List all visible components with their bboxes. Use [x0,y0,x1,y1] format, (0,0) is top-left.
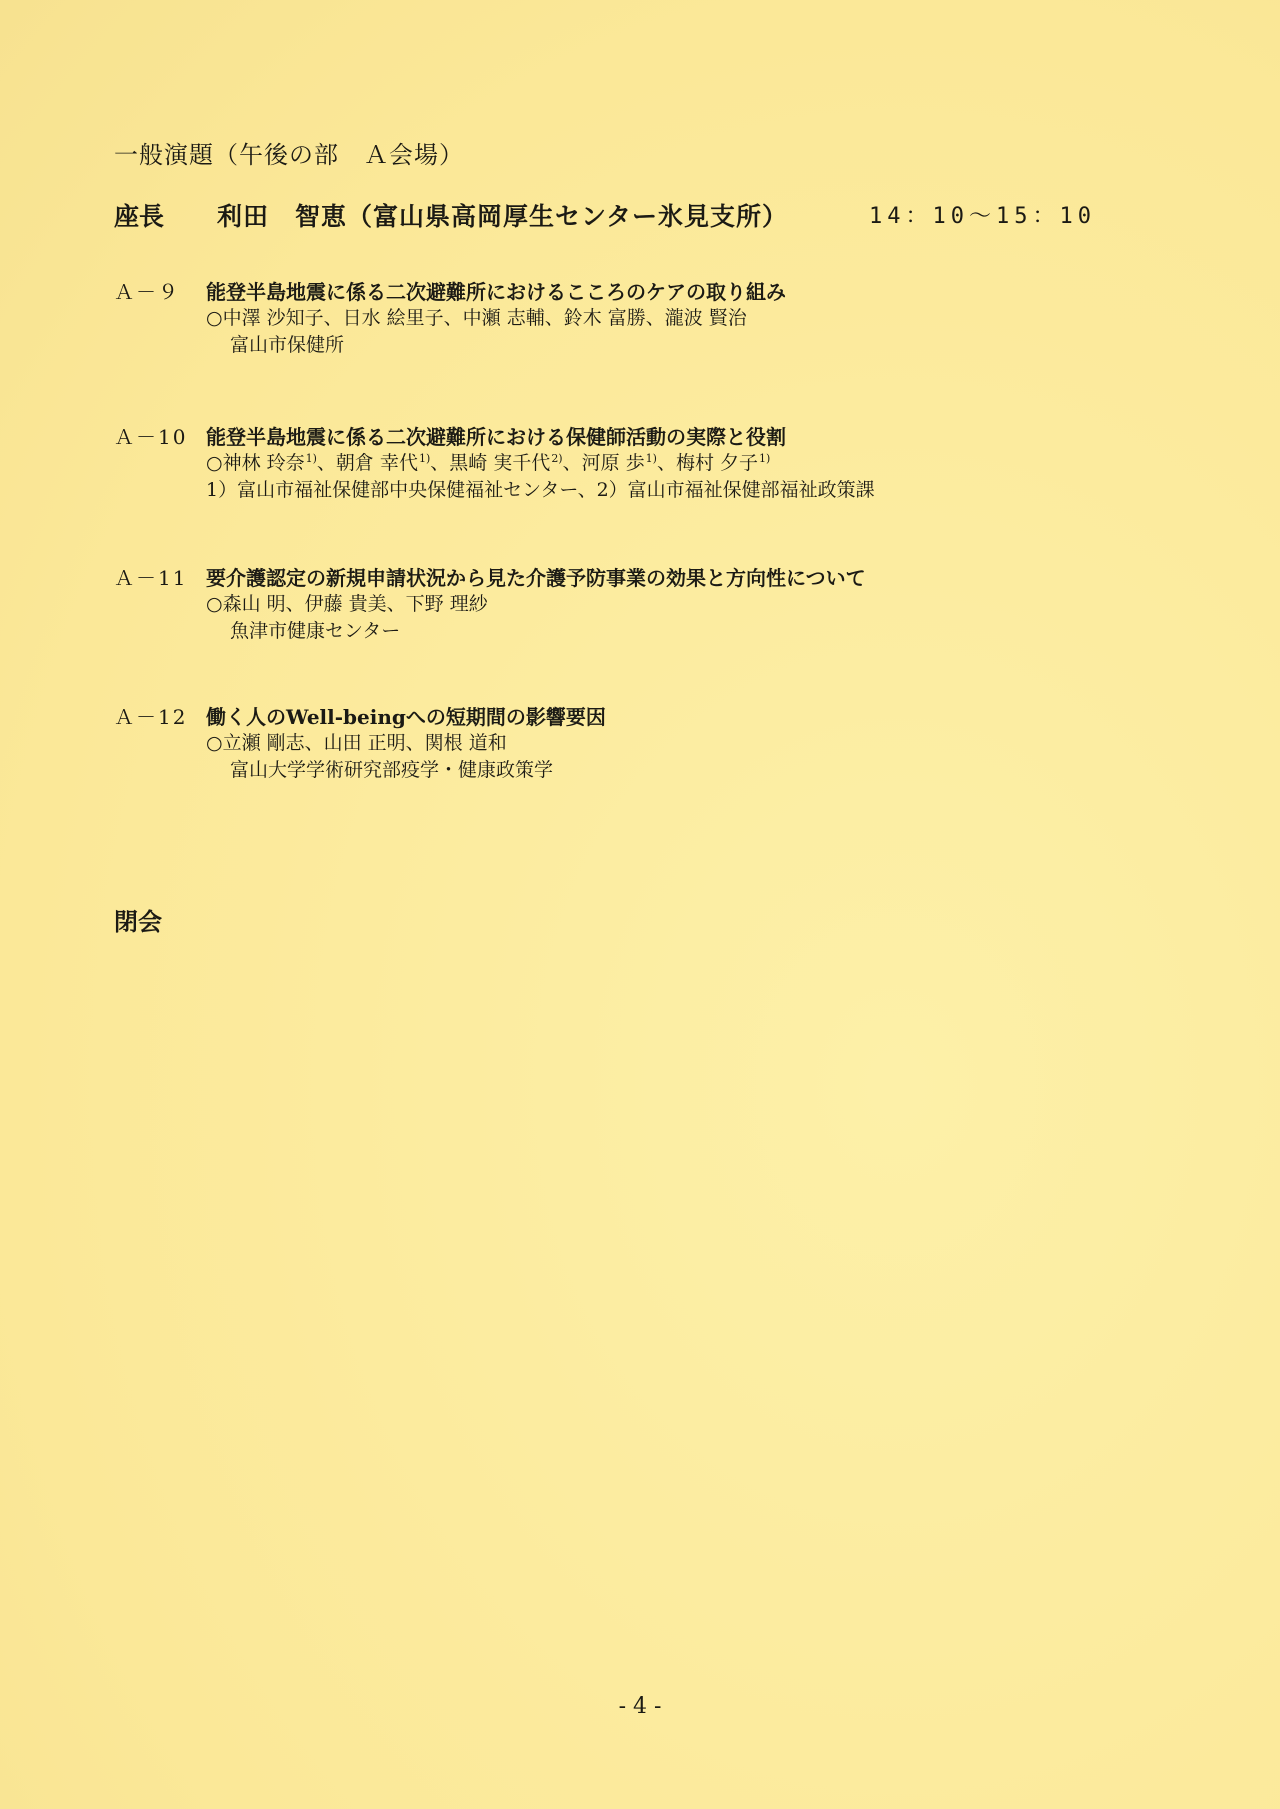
presentation-affiliation: 富山市保健所 [230,334,345,356]
chair-name: 利田 智恵（富山県高岡厚生センター氷見支所） [217,202,789,231]
closing-heading: 閉会 [114,907,162,936]
author-name: 、河原 歩 [562,452,645,474]
author-affiliation-mark: 1) [418,452,431,465]
presentation-affiliation: 魚津市健康センター [230,620,401,642]
chair-label: 座長 [114,202,165,231]
presentation-title: 能登半島地震に係る二次避難所におけるこころのケアの取り組み [206,280,786,304]
author-name: 、梅村 夕子 [656,452,758,474]
presentation-title: 働く人のWell-beingへの短期間の影響要因 [206,705,606,729]
presentation-id: Ａ－10 [114,425,188,449]
author-affiliation-mark: 1) [305,452,317,465]
presentation-title: 能登半島地震に係る二次避難所における保健師活動の実際と役割 [206,425,786,449]
session-title: 一般演題（午後の部 Ａ会場） [114,141,464,169]
author-name: 、黒崎 実千代 [430,452,551,474]
page-number: - 4 - [618,1694,662,1719]
author-affiliation-mark: 2) [551,452,563,465]
presentation-id: Ａ－12 [114,705,188,729]
presentation-affiliation: 富山大学学術研究部疫学・健康政策学 [230,759,554,781]
author-affiliation-mark: 1) [759,452,771,465]
author-name: 、朝倉 幸代 [316,452,418,474]
presentation-authors: ○立瀬 剛志、山田 正明、関根 道和 [206,732,507,754]
author-name: ○神林 玲奈 [206,452,305,474]
author-affiliation-mark: 1) [645,452,657,465]
presentation-id: Ａ－９ [114,280,180,304]
presentation-authors: ○森山 明、伊藤 貴美、下野 理紗 [206,593,488,615]
presentation-title: 要介護認定の新規申請状況から見た介護予防事業の効果と方向性について [206,566,866,590]
chair-row [114,197,1124,231]
session-time: 14：10～15：10 [869,204,1096,229]
presentation-id: Ａ－11 [114,566,188,590]
presentation-affiliation: 1）富山市福祉保健部中央保健福祉センター、2）富山市福祉保健部福祉政策課 [206,479,875,501]
presentation-authors: ○中澤 沙知子、日水 絵里子、中瀬 志輔、鈴木 富勝、瀧波 賢治 [206,307,747,329]
presentation-authors [206,448,770,475]
